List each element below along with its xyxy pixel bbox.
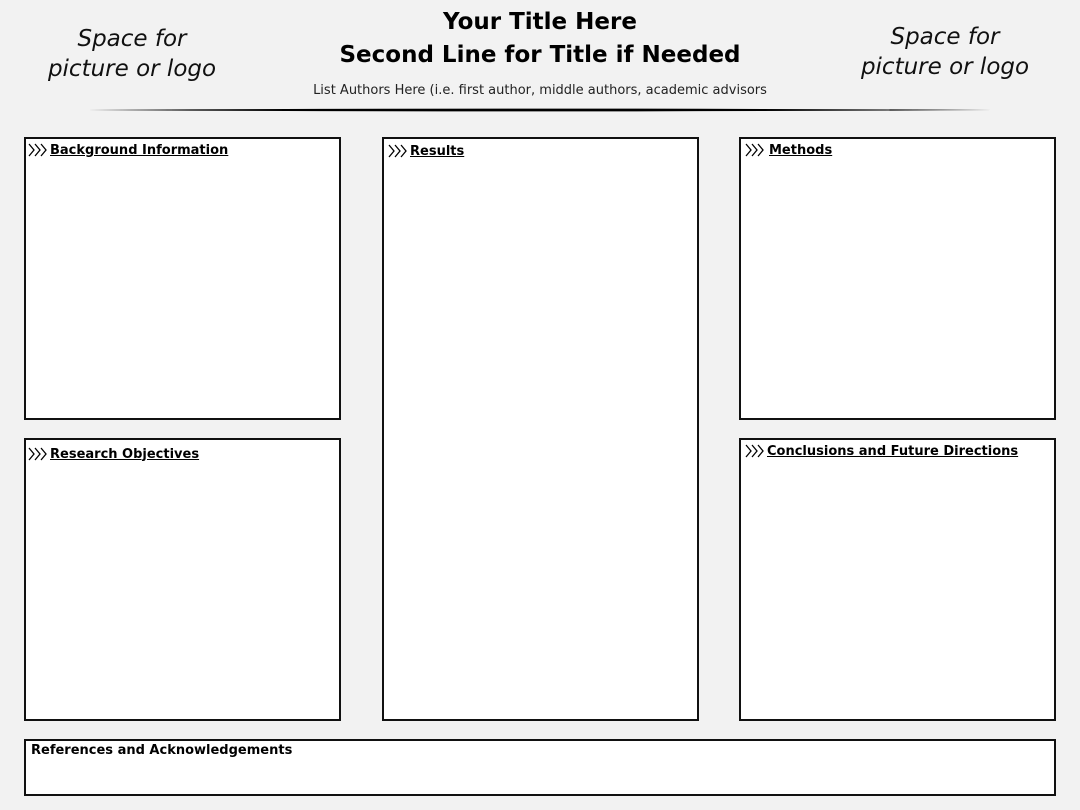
title-divider [88, 104, 992, 116]
conclusions-header [745, 442, 1018, 460]
logo-placeholder-right [835, 22, 1055, 82]
conclusions-title: Conclusions and Future Directions [767, 443, 1019, 459]
results-title: Results [410, 143, 465, 159]
chevrons-right-icon [745, 143, 765, 157]
poster-title-block [290, 6, 790, 100]
research-objectives-title: Research Objectives [50, 446, 200, 462]
background-information-panel[interactable] [24, 137, 341, 420]
research-objectives-panel[interactable] [24, 438, 341, 721]
results-panel[interactable] [382, 137, 699, 721]
references-panel[interactable] [24, 739, 1056, 796]
chevrons-right-icon [745, 444, 765, 458]
background-information-header [28, 141, 228, 159]
logo-placeholder-right-line2: picture or logo [860, 54, 1030, 80]
background-information-title: Background Information [50, 142, 229, 158]
logo-placeholder-left [22, 24, 242, 84]
results-header [388, 142, 464, 160]
references-title: References and Acknowledgements [31, 743, 293, 758]
logo-placeholder-right-line1: Space for [890, 24, 1000, 50]
poster-title-line-2: Second Line for Title if Needed [339, 42, 741, 68]
logo-placeholder-left-line1: Space for [77, 26, 187, 52]
methods-title: Methods [769, 142, 833, 158]
methods-panel[interactable] [739, 137, 1056, 420]
poster-title-line-1: Your Title Here [443, 9, 637, 35]
methods-header [745, 141, 832, 159]
logo-placeholder-left-line2: picture or logo [47, 56, 217, 82]
poster-authors: List Authors Here (i.e. first author, middle authors, academic advisors [313, 83, 767, 98]
conclusions-panel[interactable] [739, 438, 1056, 721]
chevrons-right-icon [28, 447, 48, 461]
chevrons-right-icon [388, 144, 408, 158]
research-objectives-header [28, 445, 199, 463]
chevrons-right-icon [28, 143, 48, 157]
